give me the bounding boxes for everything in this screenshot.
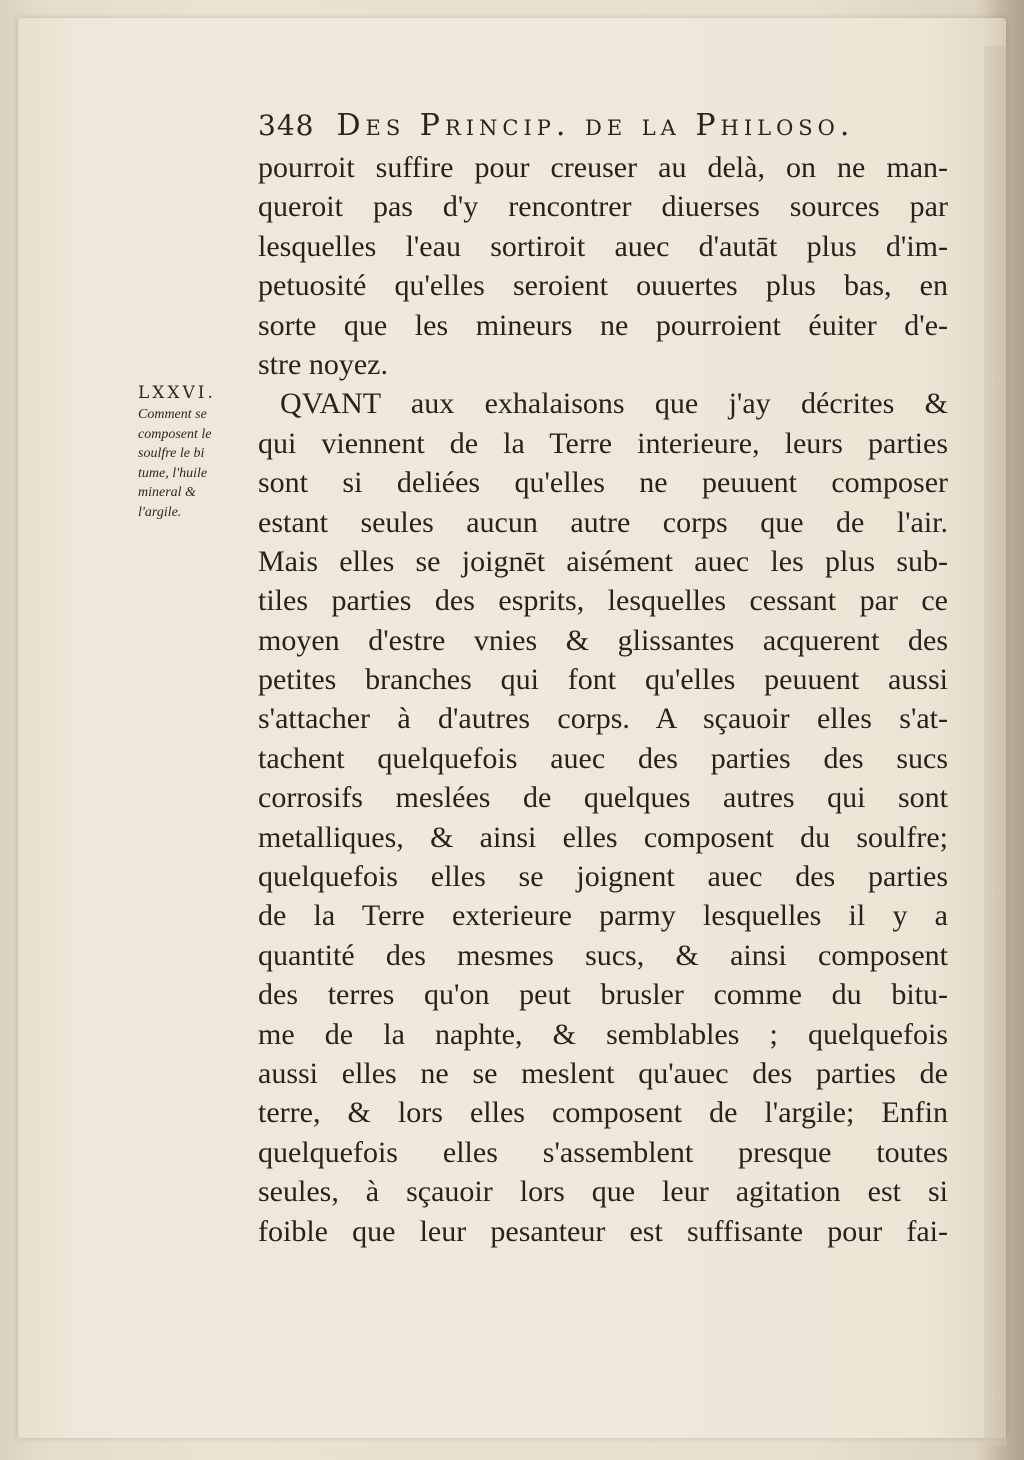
page-number: 348	[258, 109, 315, 142]
margin-note	[138, 383, 246, 522]
text-line: des terres qu'on peut brusler comme du bitu-	[258, 978, 948, 1012]
margin-note-line: tume, l'huile	[138, 465, 208, 481]
text-line: stre noyez.	[258, 347, 388, 381]
running-title: Des Princip. de la Philoso.	[336, 108, 855, 143]
text-line: sorte que les mineurs ne pourroient éuiter d'e-	[258, 308, 948, 342]
body-text	[258, 148, 948, 1251]
text-line: aussi elles ne se meslent qu'auec des parties de	[258, 1056, 948, 1090]
text-line: quelquefois elles se joignent auec des parties	[258, 860, 948, 894]
margin-note-line: l'argile.	[138, 504, 182, 520]
text-line: terre, & lors elles composent de l'argile; Enfin	[258, 1096, 948, 1130]
text-line: moyen d'estre vnies & glissantes acquerent des	[258, 623, 948, 657]
text-line: tachent quelquefois auec des parties des sucs	[258, 741, 948, 775]
margin-note-line: soulfre le bi	[138, 446, 205, 461]
margin-note-line: Comment se	[138, 407, 207, 422]
margin-note-number: LXXVI.	[138, 383, 216, 403]
text-line: Mais elles se joignēt aisément auec les plus sub-	[258, 544, 948, 578]
paragraph-start-line: QVANT aux exhalaisons que j'ay décrites &	[280, 387, 948, 421]
text-line: petuosité qu'elles seroient ouuertes plus bas, en	[258, 269, 948, 303]
running-head	[258, 108, 948, 148]
text-line: foible que leur pesanteur est suffisante pour fai-	[258, 1214, 948, 1248]
text-line: queroit pas d'y rencontrer diuerses sources par	[258, 190, 948, 224]
text-line: seules, à sçauoir lors que leur agitation est si	[258, 1175, 948, 1209]
text-line: quelquefois elles s'assemblent presque toutes	[258, 1135, 948, 1169]
text-line: me de la naphte, & semblables ; quelquefois	[258, 1017, 948, 1051]
margin-note-line: mineral &	[138, 485, 196, 500]
text-line: corrosifs meslées de quelques autres qui sont	[258, 781, 948, 815]
text-line: tiles parties des esprits, lesquelles cessant par ce	[258, 584, 948, 618]
text-line: metalliques, & ainsi elles composent du soulfre;	[258, 820, 948, 854]
margin-note-line: composent le	[138, 426, 212, 442]
text-line: de la Terre exterieure parmy lesquelles il y a	[258, 899, 948, 933]
margin-note-text	[138, 405, 246, 522]
text-line: petites branches qui font qu'elles peuuent aussi	[258, 663, 948, 697]
text-line: sont si deliées qu'elles ne peuuent composer	[258, 466, 948, 500]
text-line: s'attacher à d'autres corps. A sçauoir elles s'at-	[258, 702, 948, 736]
text-line: lesquelles l'eau sortiroit auec d'autāt plus d'im-	[258, 229, 948, 263]
text-line: pourroit suffire pour creuser au delà, on ne man-	[258, 151, 948, 184]
text-line: quantité des mesmes sucs, & ainsi composent	[258, 938, 948, 972]
binding-shadow	[984, 0, 1024, 1460]
text-line: estant seules aucun autre corps que de l'air.	[258, 505, 948, 539]
text-line: qui viennent de la Terre interieure, leurs parties	[258, 426, 948, 460]
